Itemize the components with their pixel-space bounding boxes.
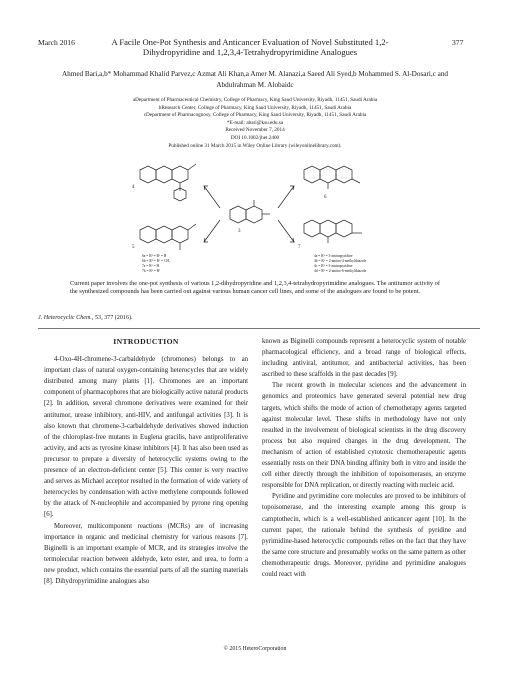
doi-line: DOI 10.1002/jhet.2400 — [230, 134, 280, 141]
left-paragraph-2: Moreover, multicomponent reactions (MCRs) are of increasing importance in organic and medicinal chemistry for various reasons [7]. Biginelli is an important example of MCR, and its strategies involve the termolecular reaction between aldehyde, keto ester, and urea, to form a new product, which contains the essential parts of all the starting materials [8]. Dihydropyrimidine analogues also — [44, 522, 248, 585]
right-paragraph-3: Pyridine and pyrimidine core molecules are proved to be inhibitors of topoisomerase, and the interesting example among this group is camptothecin, which is a well-established anticancer agent [10]. In the current paper, the rationale behind the synthesis of pyridine and pyrimidine-based heterocyclic compounds relies on the fact that they have the same core structure and presumably works on the same pattern as other chemotherapeutic drugs. Moreover, pyridine and pyrimidine analogues could react with — [262, 493, 466, 578]
compound-3-structure — [230, 200, 270, 223]
received-date: Received November 7, 2014 — [225, 127, 285, 134]
affiliation-a: aDepartment of Pharmaceutical Chemistry, College of Pharmacy, King Saud University, Riyadh, 11451, Saudi Arabia — [132, 97, 378, 103]
author-list: Ahmed Bari,a,b* Mohammad Khalid Parvez,c Azmat Ali Khan,a Amer M. Alanazi,a Saeed Ali Syed,b Mohammed S. Al-Dosari,c and Abdulrahman M. Alobaidc — [61, 70, 449, 89]
journal-name: J. Heterocyclic Chem. — [38, 315, 92, 321]
article-title: A Facile One-Pot Synthesis and Anticancer Evaluation of Novel Substituted 1,2-Dihydropyridine and 1,2,3,4-Tetrahydropyrimidine Analogues — [111, 37, 389, 57]
label-compound-3: 3 — [238, 229, 241, 234]
label-compound-6: 6 — [324, 195, 327, 200]
right-column — [262, 336, 466, 580]
label-compound-4: 4 — [132, 185, 135, 190]
journal-citation — [38, 315, 133, 321]
published-line: Published online 31 March 2015 in Wiley Online Library (wileyonlinelibrary.com). — [168, 142, 342, 149]
legend-left-4: 7b = R¹ = R² — [142, 269, 161, 273]
legend-left-3: 7a = R¹ = H — [142, 264, 160, 268]
legend-right-2: 4b = R¹ = 2-amino-4-methylthiazole — [314, 259, 367, 263]
compound-5-structure — [140, 224, 196, 250]
compound-4-structure — [140, 164, 196, 201]
affiliation-b: bResearch Center, College of Pharmacy, King Saud University, Riyadh, 11451, Saudi Arabia — [158, 104, 352, 111]
right-paragraph-1: known as Biginelli compounds represent a heterocyclic system of notable pharmacological efficiency, and a broad range of biological effects, including antiviral, antitumor, and antibacterial activities, has been ascribed to these scaffolds in the past decades [9]. — [262, 338, 466, 379]
citation-details: , 53, 377 (2016). — [91, 315, 133, 321]
affiliation-c: cDepartment of Pharmacognosy, College of Pharmacy, King Saud University, Riyadh, 11451, Saudi Arabia — [143, 112, 367, 119]
abstract-text: Current paper involves the one-pot synthesis of various 1,2-dihydropyridine and 1,2,3,4-tetrahydropyrimidine analogues. The antitumor activity of the synthesized compounds has been carried out against various human cancer cell lines, and some of the analogues are found to be potent. — [70, 280, 440, 296]
reaction-scheme — [118, 158, 388, 278]
legend-right-1: 4a = R¹ = 3-aminopyridine — [314, 254, 353, 258]
page-number: 377 — [452, 38, 464, 47]
legend-left-1: 6a = R¹ = R² = H — [142, 254, 167, 258]
legend-left-2: 6b = R¹ = R² = CH₃ — [142, 259, 171, 263]
compound-6-structure — [304, 166, 360, 189]
compound-7-structure — [304, 220, 362, 243]
left-paragraph-1: 4-Oxo-4H-chromene-3-carbaldehyde (chromones) belongs to an important class of natural oxygen-containing heterocycles that are widely distributed among many plants [1]. Chromones are an important component of pharmacophores that are biologically active natural products [2]. In addition, several chromone derivatives were examined for their antitumor, urease inhibitory, anti-HIV, and antifungal activities [3]. It is also known that chromene-3-carbaldehyde derivatives showed induction of the chloroplast-free mutants in Euglena gracilis, have antiproliferative activity, and acts as tyrosine kinase inhibitors [4]. It has also been used as precursor to prepare a diversity of heterocyclic systems owing to the presence of an electron-deficient center [5]. This center is very reactive and serves as Michael acceptor resulted in the formation of wide variety of heterocycles by condensation with active methylene compounds followed by the attack of N-nucleophile and accompanied by pyrone ring opening [6]. — [44, 356, 248, 519]
running-date: March 2016 — [38, 38, 75, 47]
label-compound-5: 5 — [132, 245, 135, 250]
right-paragraph-2: The recent growth in molecular sciences and the advancement in genomics and proteomics have generated several potential new drug targets, which shifts the mode of action of chemotherapy agents targeted against molecular level. These shifts in methodology have not only resulted in the involvement of biological scientists in the drug discovery process but also required changes in the drug development. The mechanism of action of established cytotoxic chemotherapeutic agents essentially rests on their DNA binding affinity both in vitro and inside the cell either directly through the inhibition of topoisomerases, an enzyme responsible for DNA replication, or directly reacting with nucleic acid. — [262, 382, 466, 490]
legend-right-3: 4c = R¹ = 3-aminopyridine — [314, 264, 353, 268]
left-column — [44, 336, 248, 587]
legend-right-4: 4d = R¹ = 2-amino-6-methylthiazole — [314, 269, 367, 273]
section-divider — [38, 328, 480, 329]
label-compound-7: 7 — [298, 245, 301, 250]
copyright-footer: © 2015 HeteroCorporation — [223, 646, 287, 652]
section-heading-introduction: INTRODUCTION — [113, 337, 179, 346]
email-line: *E-mail: abari@ksu.edu.sa — [226, 119, 284, 126]
affiliations — [60, 97, 450, 150]
